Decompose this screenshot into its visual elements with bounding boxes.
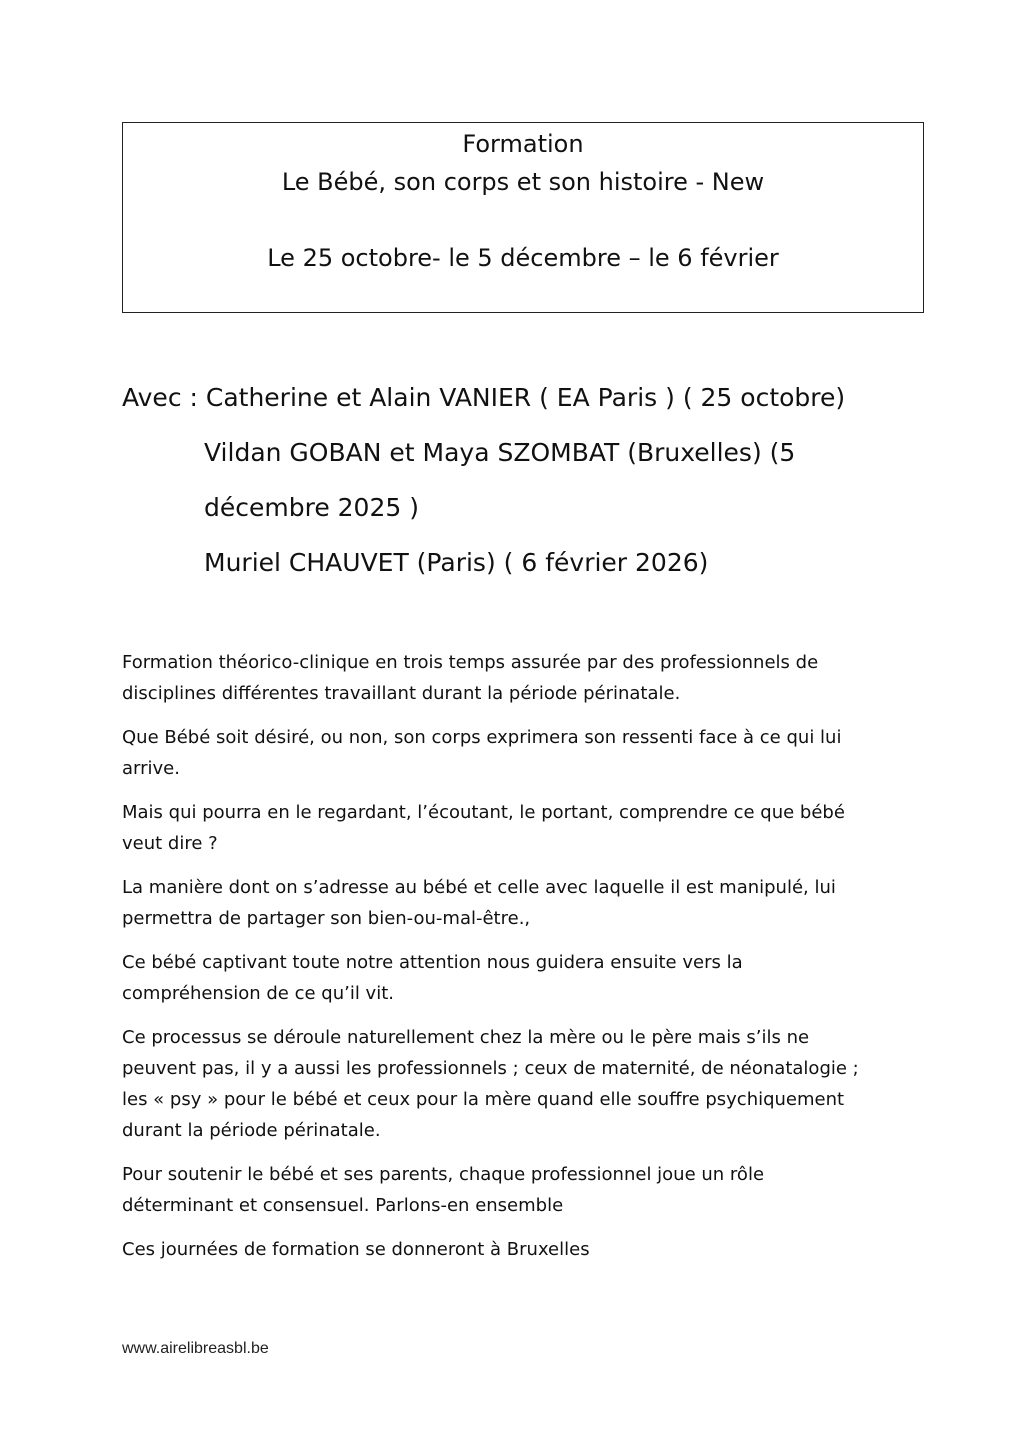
title-box: [122, 122, 924, 313]
paragraph: [122, 1022, 922, 1146]
paragraph-line: disciplines différentes travaillant durant la période périnatale.: [122, 683, 681, 704]
paragraph-line: durant la période périnatale.: [122, 1120, 381, 1141]
paragraph-line: Ce processus se déroule naturellement chez la mère ou le père mais s’ils ne: [122, 1027, 810, 1048]
paragraph-line: La manière dont on s’adresse au bébé et celle avec laquelle il est manipulé, lui: [122, 877, 836, 898]
footer-website-link[interactable]: www.airelibreasbl.be: [122, 1340, 269, 1357]
paragraph: [122, 872, 922, 934]
paragraph-line: déterminant et consensuel. Parlons-en ensemble: [122, 1195, 564, 1216]
speaker-line-goban-date: décembre 2025 ): [204, 493, 419, 522]
paragraph: [122, 1159, 922, 1221]
paragraph: [122, 647, 922, 709]
paragraph-line: Que Bébé soit désiré, ou non, son corps exprimera son ressenti face à ce qui lui: [122, 727, 842, 748]
paragraph-line: permettra de partager son bien-ou-mal-être.,: [122, 908, 531, 929]
speaker-line-goban-szombat: Vildan GOBAN et Maya SZOMBAT (Bruxelles) (5: [204, 438, 796, 467]
title-course-name: Le Bébé, son corps et son histoire - New: [281, 168, 765, 196]
speaker-line-vanier: Avec : Catherine et Alain VANIER ( EA Paris ) ( 25 octobre): [122, 383, 846, 412]
paragraph-line: Mais qui pourra en le regardant, l’écoutant, le portant, comprendre ce que bébé: [122, 802, 845, 823]
title-formation: Formation: [462, 130, 584, 158]
paragraph: [122, 1234, 922, 1265]
description: [122, 647, 922, 1278]
paragraph: [122, 947, 922, 1009]
paragraph-line: Ce bébé captivant toute notre attention nous guidera ensuite vers la: [122, 952, 743, 973]
paragraph-line: arrive.: [122, 758, 180, 779]
paragraph-line: Ces journées de formation se donneront à Bruxelles: [122, 1239, 590, 1260]
paragraph: [122, 797, 922, 859]
paragraph-line: Pour soutenir le bébé et ses parents, chaque professionnel joue un rôle: [122, 1164, 765, 1185]
speaker-line-chauvet: Muriel CHAUVET (Paris) ( 6 février 2026): [204, 548, 709, 577]
paragraph-line: Formation théorico-clinique en trois temps assurée par des professionnels de: [122, 652, 819, 673]
paragraph-line: les « psy » pour le bébé et ceux pour la mère quand elle souffre psychiquement: [122, 1089, 845, 1110]
paragraph-line: veut dire ?: [122, 833, 218, 854]
paragraph-line: peuvent pas, il y a aussi les professionnels ; ceux de maternité, de néonatalogie ;: [122, 1058, 859, 1079]
title-dates: Le 25 octobre- le 5 décembre – le 6 février: [267, 244, 779, 272]
paragraph-line: compréhension de ce qu’il vit.: [122, 983, 394, 1004]
paragraph: [122, 722, 922, 784]
speakers-list: [122, 370, 1002, 590]
